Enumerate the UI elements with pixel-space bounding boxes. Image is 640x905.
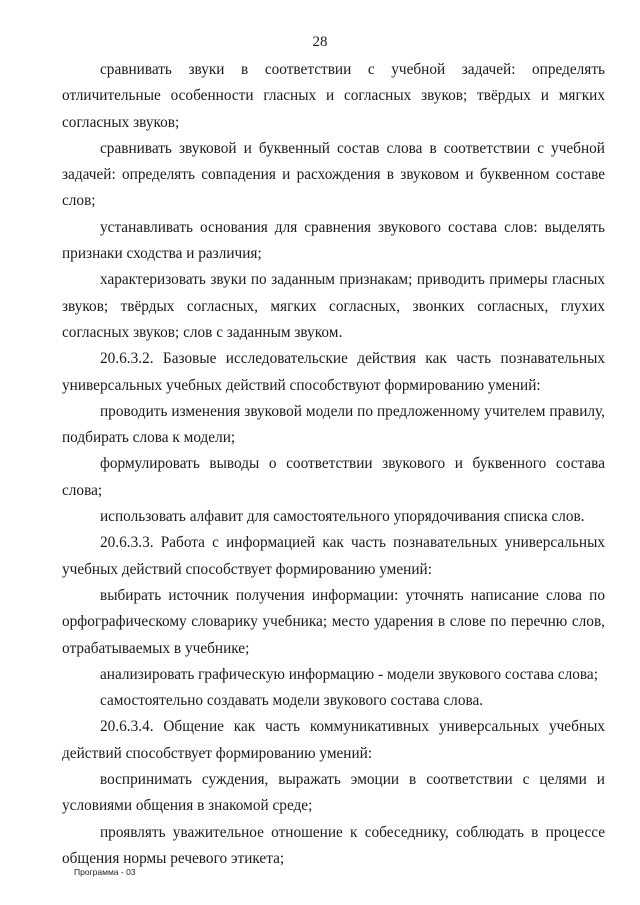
section-heading-paragraph: 20.6.3.3. Работа с информацией как часть познавательных универсальных учебных действий способствует формированию умений: [62,534,605,578]
paragraph: устанавливать основания для сравнения звукового состава слов: выделять признаки сходства и различия; [62,218,605,263]
paragraph: выбирать источник получения информации: уточнять написание слова по орфографическому словарику учебника; место ударения в слове по перечню слов, отрабатываемых в учебнике; [62,586,605,657]
page-number: 28 [312,34,328,50]
paragraph: использовать алфавит для самостоятельного упорядочивания списка слов. [100,508,585,526]
footer-program-label: Программа - 03 [74,867,136,877]
paragraph: сравнивать звуковой и буквенный состав слова в соответствии с учебной задачей: определять совпадения и расхождения в звуковом и буквенном составе слов; [62,139,605,210]
paragraph: самостоятельно создавать модели звукового состава слова. [100,692,484,710]
page-body [62,57,605,872]
section-heading-paragraph: 20.6.3.2. Базовые исследовательские действия как часть познавательных универсальных учебных действий способствуют формированию умений: [62,350,605,394]
paragraph: характеризовать звуки по заданным признакам; приводить примеры гласных звуков; твёрдых согласных, мягких согласных, звонких согласных, глухих согласных звуков; слов с заданным звуком. [62,271,605,341]
paragraph: формулировать выводы о соответствии звукового и буквенного состава слова; [62,455,605,499]
paragraph: воспринимать суждения, выражать эмоции в соответствии с целями и условиями общения в знакомой среде; [62,771,605,815]
paragraph: проводить изменения звуковой модели по предложенному учителем правилу, подбирать слова к модели; [62,402,605,447]
paragraph: сравнивать звуки в соответствии с учебной задачей: определять отличительные особенности гласных и согласных звуков; твёрдых и мягких согласных звуков; [62,61,605,131]
section-heading-paragraph: 20.6.3.4. Общение как часть коммуникативных универсальных учебных действий способствует формированию умений: [62,718,605,762]
paragraph: анализировать графическую информацию - модели звукового состава слова; [100,665,598,683]
paragraph: проявлять уважительное отношение к собеседнику, соблюдать в процессе общения нормы речевого этикета; [62,823,605,867]
